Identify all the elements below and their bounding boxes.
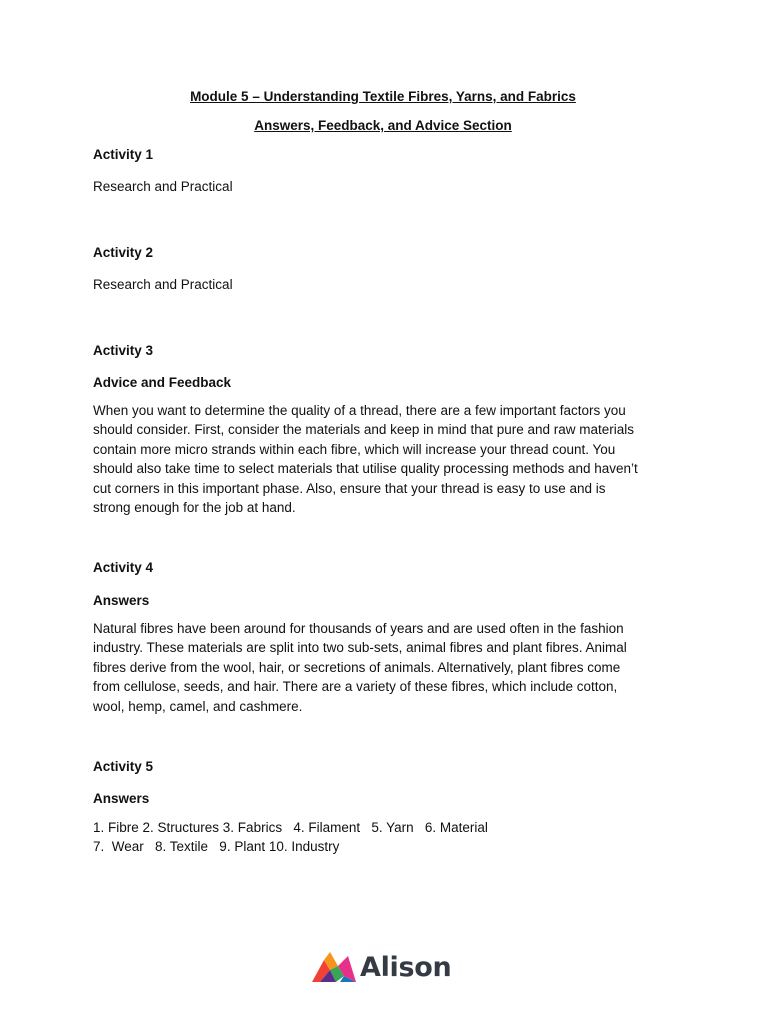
activity-2-heading: Activity 2 <box>93 245 154 260</box>
paragraph-line: Natural fibres have been around for thousands of years and are used often in the fashion <box>93 621 624 636</box>
activity-1-text: Research and Practical <box>93 179 233 194</box>
document-page <box>93 0 673 1024</box>
paragraph-line: should consider. First, consider the materials and keep in mind that pure and raw materials <box>93 422 635 438</box>
paragraph-line: contain more micro strands within each fibre, which will increase your thread count. You <box>93 441 616 457</box>
alison-logo-text: Alison <box>360 952 452 983</box>
activity-4-subheading: Answers <box>93 593 150 608</box>
paragraph-line: wool, hemp, camel, and cashmere. <box>93 698 303 714</box>
activity-5-subheading: Answers <box>93 791 150 806</box>
paragraph-line: fibres derive from the wool, hair, or secretions of animals. Alternatively, plant fibres come <box>93 659 621 675</box>
answers-line: 7. Wear 8. Textile 9. Plant 10. Industry <box>93 839 340 855</box>
alison-logo-icon <box>312 952 356 984</box>
document-title: Module 5 – Understanding Textile Fibres, Yarns, and Fabrics <box>190 89 576 104</box>
activity-5-heading: Activity 5 <box>93 759 154 774</box>
activity-3-paragraph <box>93 401 673 517</box>
activity-3-subheading: Advice and Feedback <box>93 375 232 390</box>
paragraph-line: cut corners in this important phase. Also, ensure that your thread is easy to use and is <box>93 480 606 496</box>
document-subtitle: Answers, Feedback, and Advice Section <box>254 118 512 133</box>
activity-2-text: Research and Practical <box>93 277 233 292</box>
paragraph-line: strong enough for the job at hand. <box>93 500 296 516</box>
activity-4-heading: Activity 4 <box>93 560 154 575</box>
paragraph-line: from cellulose, seeds, and hair. There are a variety of these fibres, which include cotton, <box>93 679 618 695</box>
activity-3-heading: Activity 3 <box>93 343 154 358</box>
paragraph-line: should also take time to select materials that utilise quality processing methods and haven’t <box>93 461 638 477</box>
answers-line: 1. Fibre 2. Structures 3. Fabrics 4. Filament 5. Yarn 6. Material <box>93 820 488 835</box>
paragraph-line: When you want to determine the quality of a thread, there are a few important factors you <box>93 403 626 418</box>
activity-5-answers <box>93 818 673 857</box>
activity-1-heading: Activity 1 <box>93 147 154 162</box>
alison-logo <box>312 950 451 986</box>
paragraph-line: industry. These materials are split into two sub-sets, animal fibres and plant fibres. Animal <box>93 640 627 656</box>
activity-4-paragraph <box>93 619 673 716</box>
